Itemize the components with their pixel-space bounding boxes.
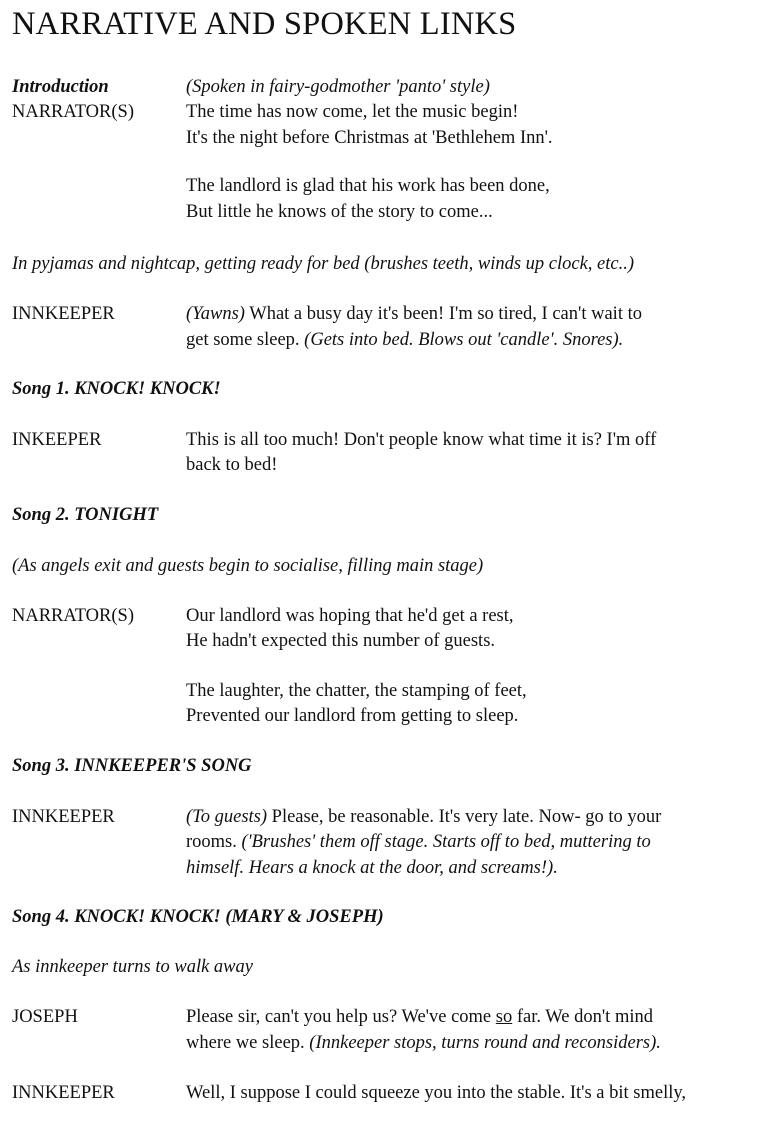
dialogue-line bbox=[186, 830, 651, 854]
inline-direction: (Yawns) bbox=[186, 304, 245, 324]
dialogue-line: himself. Hears a knock at the door, and screams!). bbox=[186, 858, 558, 878]
song-heading: Song 2. TONIGHT bbox=[12, 505, 159, 525]
verse-line: But little he knows of the story to come... bbox=[186, 202, 493, 222]
dialogue-text: Please sir, can't you help us? We've come bbox=[186, 1007, 496, 1027]
speaker-name: INNKEEPER bbox=[12, 807, 115, 827]
verse-line: Our landlord was hoping that he'd get a rest, bbox=[186, 606, 514, 626]
stage-direction: (Spoken in fairy-godmother 'panto' style) bbox=[186, 77, 490, 97]
verse-line: The laughter, the chatter, the stamping of feet, bbox=[186, 681, 527, 701]
dialogue-line bbox=[186, 1031, 661, 1055]
dialogue-line bbox=[186, 328, 623, 352]
speaker-name: JOSEPH bbox=[12, 1007, 78, 1027]
dialogue-line: back to bed! bbox=[186, 455, 278, 475]
verse-line: The landlord is glad that his work has been done, bbox=[186, 176, 550, 196]
speaker-name: INKEEPER bbox=[12, 430, 102, 450]
stage-direction: In pyjamas and nightcap, getting ready for bed (brushes teeth, winds up clock, etc..) bbox=[12, 254, 635, 274]
section-heading-introduction: Introduction bbox=[12, 77, 109, 97]
inline-direction: ('Brushes' them off stage. Starts off to bed, muttering to bbox=[241, 832, 651, 852]
verse-line: He hadn't expected this number of guests. bbox=[186, 631, 496, 651]
page-title: NARRATIVE AND SPOKEN LINKS bbox=[12, 6, 517, 42]
dialogue-line: Well, I suppose I could squeeze you into the stable. It's a bit smelly, bbox=[186, 1083, 687, 1103]
verse-line: Prevented our landlord from getting to sleep. bbox=[186, 706, 519, 726]
dialogue-text: where we sleep. bbox=[186, 1033, 310, 1053]
dialogue-line bbox=[186, 302, 642, 326]
inline-direction: (Gets into bed. Blows out 'candle'. Snores). bbox=[304, 330, 624, 350]
dialogue-text: rooms. bbox=[186, 832, 242, 852]
speaker-name: NARRATOR(S) bbox=[12, 606, 134, 626]
inline-direction: (To guests) bbox=[186, 807, 268, 827]
dialogue-line bbox=[186, 1005, 653, 1029]
dialogue-line bbox=[186, 805, 661, 829]
song-heading: Song 3. INNKEEPER'S SONG bbox=[12, 756, 252, 776]
dialogue-text: far. We don't mind bbox=[512, 1007, 653, 1027]
speaker-name: INNKEEPER bbox=[12, 1083, 115, 1103]
stage-direction: As innkeeper turns to walk away bbox=[12, 957, 253, 977]
inline-direction: (Innkeeper stops, turns round and reconsiders). bbox=[309, 1033, 661, 1053]
verse-line: It's the night before Christmas at 'Bethlehem Inn'. bbox=[186, 128, 553, 148]
dialogue-text: get some sleep. bbox=[186, 330, 305, 350]
song-heading: Song 1. KNOCK! KNOCK! bbox=[12, 379, 221, 399]
dialogue-line: This is all too much! Don't people know what time it is? I'm off bbox=[186, 430, 657, 450]
emphasis-text: so bbox=[495, 1007, 513, 1027]
dialogue-text: Please, be reasonable. It's very late. Now- go to your bbox=[267, 807, 662, 827]
stage-direction: (As angels exit and guests begin to socialise, filling main stage) bbox=[12, 556, 484, 576]
speaker-name: NARRATOR(S) bbox=[12, 102, 134, 122]
verse-line: The time has now come, let the music begin! bbox=[186, 102, 519, 122]
song-heading: Song 4. KNOCK! KNOCK! (MARY & JOSEPH) bbox=[12, 907, 384, 927]
speaker-name: INNKEEPER bbox=[12, 304, 115, 324]
dialogue-text: What a busy day it's been! I'm so tired, I can't wait to bbox=[244, 304, 642, 324]
